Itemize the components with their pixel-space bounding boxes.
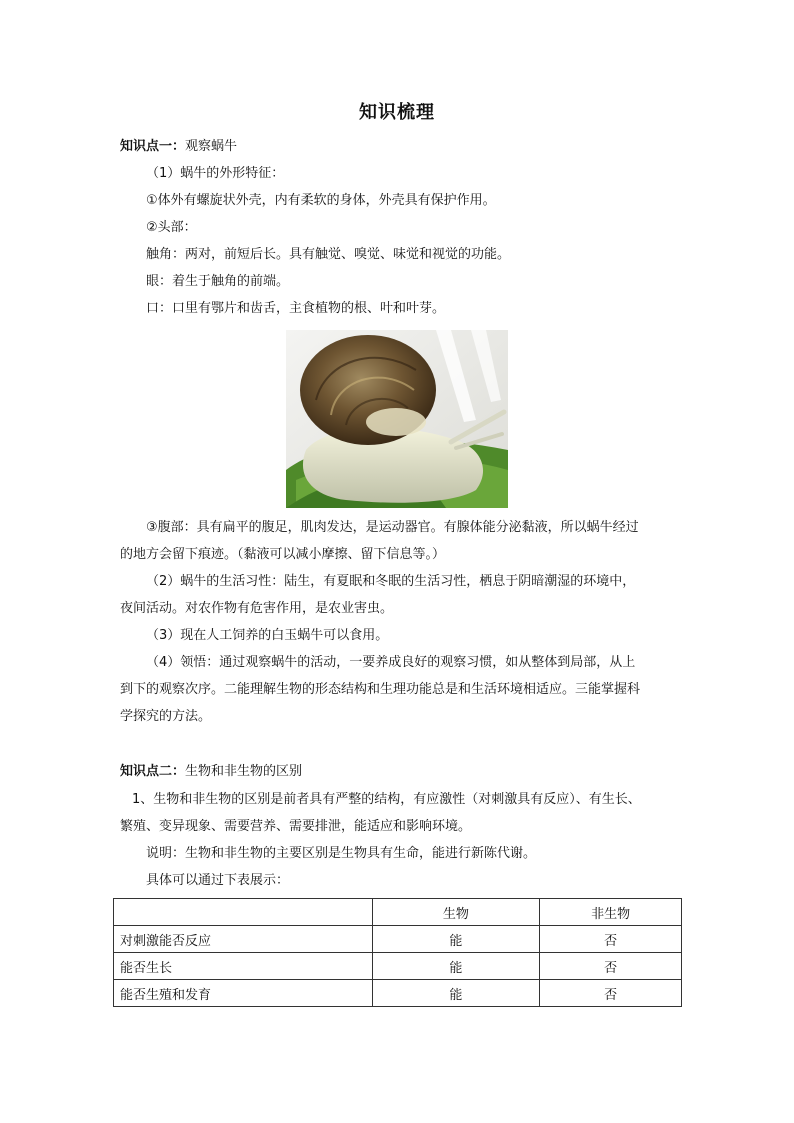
paragraph-line: 到下的观察次序。二能理解生物的形态结构和生理功能总是和生活环境相适应。三能掌握科 (120, 682, 641, 697)
section2-heading-prefix: 知识点二： (120, 764, 186, 779)
paragraph-line: ②头部： (146, 220, 197, 235)
page-title: 知识梳理 (359, 102, 435, 123)
paragraph-line: 说明：生物和非生物的主要区别是生物具有生命，能进行新陈代谢。 (146, 846, 537, 861)
paragraph-line: （4）领悟：通过观察蜗牛的活动，一要养成良好的观察习惯，如从整体到局部，从上 (146, 655, 636, 670)
paragraph-line: ①体外有螺旋状外壳，内有柔软的身体，外壳具有保护作用。 (146, 193, 496, 208)
paragraph-line: 触角：两对，前短后长。具有触觉、嗅觉、味觉和视觉的功能。 (146, 247, 511, 262)
table-cell: 否 (540, 953, 682, 980)
table-cell: 对刺激能否反应 (114, 926, 373, 953)
paragraph-line: 口：口里有鄂片和齿舌，主食植物的根、叶和叶芽。 (146, 301, 446, 316)
section2-heading-text: 生物和非生物的区别 (185, 764, 303, 779)
comparison-table (113, 898, 682, 1007)
table-header-cell: 生物 (372, 899, 540, 926)
table-cell: 能 (372, 980, 540, 1007)
table-row (114, 980, 682, 1007)
table-cell: 能 (372, 953, 540, 980)
paragraph-line: 1、生物和非生物的区别是前者具有严整的结构，有应激性（对刺激具有反应）、有生长、 (132, 792, 641, 807)
paragraph-line: （1）蜗牛的外形特征： (146, 166, 285, 181)
table-header-cell: 非生物 (540, 899, 682, 926)
table-cell: 能否生长 (114, 953, 373, 980)
table-cell: 能否生殖和发育 (114, 980, 373, 1007)
table-cell: 否 (540, 926, 682, 953)
paragraph-line: ③腹部：具有扁平的腹足，肌肉发达，是运动器官。有腺体能分泌黏液，所以蜗牛经过 (146, 520, 639, 535)
section1-heading-prefix: 知识点一： (120, 139, 186, 154)
table-row (114, 953, 682, 980)
paragraph-line: 学探究的方法。 (120, 709, 212, 724)
paragraph-line: （3）现在人工饲养的白玉蜗牛可以食用。 (146, 628, 389, 643)
section1-heading (120, 137, 237, 157)
table-header-row (114, 899, 682, 926)
paragraph-line: 的地方会留下痕迹。（黏液可以减小摩擦、留下信息等。） (120, 547, 446, 562)
snail-photo (286, 330, 508, 508)
paragraph-line: 繁殖、变异现象、需要营养、需要排泄，能适应和影响环境。 (120, 819, 472, 834)
paragraph-line: （2）蜗牛的生活习性：陆生，有夏眠和冬眠的生活习性，栖息于阴暗潮湿的环境中， (146, 574, 636, 589)
paragraph-line: 眼：着生于触角的前端。 (146, 274, 290, 289)
section1-heading-text: 观察蜗牛 (185, 139, 238, 154)
section2-heading (120, 762, 302, 782)
table-cell: 能 (372, 926, 540, 953)
table-cell: 否 (540, 980, 682, 1007)
table-row (114, 926, 682, 953)
paragraph-line: 具体可以通过下表展示： (146, 873, 290, 888)
paragraph-line: 夜间活动。对农作物有危害作用，是农业害虫。 (120, 601, 394, 616)
table-header-cell (114, 899, 373, 926)
